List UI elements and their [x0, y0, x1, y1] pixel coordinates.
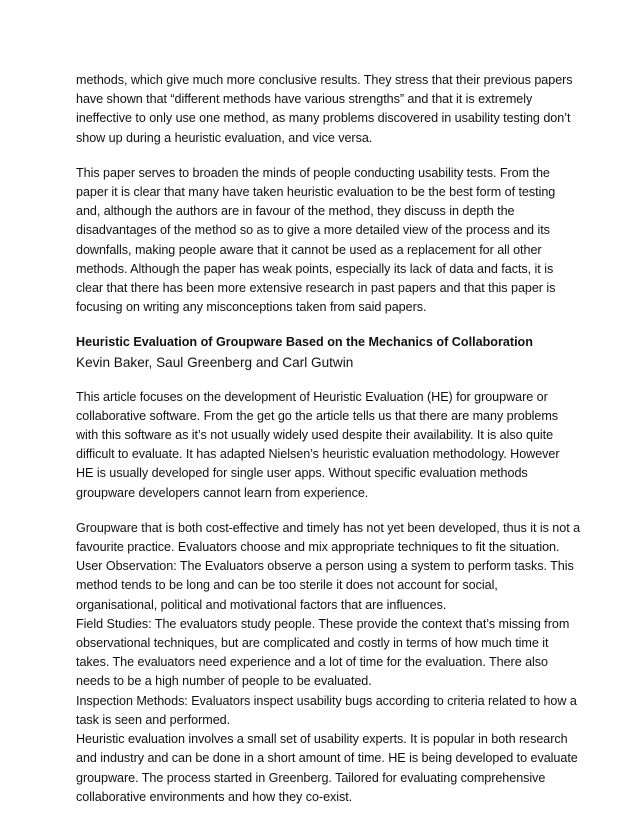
- text-line: This article focuses on the development of Heuristic Evaluation (HE) for groupware or: [76, 389, 548, 404]
- text-line: Groupware that is both cost-effective and timely has not yet been developed, thus it is not a: [76, 520, 581, 535]
- text-line: have shown that “different methods have various strengths” and that it is extremely: [76, 92, 533, 107]
- text-line: HE is usually developed for single user apps. Without specific evaluation methods: [76, 466, 528, 481]
- text-line: methods, which give much more conclusive results. They stress that their previous papers: [76, 73, 573, 87]
- text-line: disadvantages of the method so as to give a more detailed view of the process and its: [76, 223, 550, 238]
- text-line: method tends to be long and can be too sterile it does not account for social,: [76, 578, 498, 593]
- text-line: paper it is clear that many have taken heuristic evaluation to be the best form of testing: [76, 185, 556, 200]
- text-line: show up during a heuristic evaluation, and vice versa.: [76, 130, 373, 145]
- text-line: focusing on writing any misconceptions taken from said papers.: [76, 300, 427, 315]
- text-line: favourite practice. Evaluators choose and mix appropriate techniques to fit the situation.: [76, 540, 560, 555]
- text-line: ineffective to only use one method, as many problems discovered in usability testing don’t: [76, 111, 571, 126]
- text-line: and industry and can be done in a short amount of time. HE is being developed to evaluate: [76, 751, 578, 766]
- paragraph-paper-summary: [76, 164, 606, 318]
- text-line: groupware. The process started in Greenberg. Tailored for evaluating comprehensive: [76, 770, 546, 785]
- text-line: and, although the authors are in favour of the method, they discuss in depth the: [76, 204, 515, 219]
- paragraph-article-focus: [76, 388, 606, 503]
- text-line: groupware developers cannot learn from experience.: [76, 485, 369, 500]
- text-line: downfalls, making people aware that it cannot be used as a replacement for all other: [76, 242, 542, 257]
- text-line: User Observation: The Evaluators observe a person using a system to perform tasks. This: [76, 559, 574, 574]
- text-line: collaborative software. From the get go the article tells us that there are many problems: [76, 408, 559, 423]
- text-line: This paper serves to broaden the minds of people conducting usability tests. From the: [76, 165, 550, 180]
- text-line: takes. The evaluators need experience and a lot of time for the evaluation. There also: [76, 655, 548, 670]
- text-line: organisational, political and motivational factors that are influences.: [76, 597, 447, 612]
- text-line: with this software as it’s not usually widely used despite their availability. It is also quite: [76, 428, 554, 443]
- paragraph-methods: [76, 71, 606, 148]
- text-line: methods. Although the paper has weak points, especially its lack of data and facts, it is: [76, 261, 554, 276]
- text-line: observational techniques, but are complicated and costly in terms of how much time it: [76, 636, 549, 651]
- text-line: Inspection Methods: Evaluators inspect usability bugs according to criteria related to how a: [76, 693, 577, 708]
- text-line: needs to be a high number of people to be evaluated.: [76, 674, 372, 689]
- text-line: Field Studies: The evaluators study people. These provide the context that’s missing from: [76, 616, 570, 631]
- article-authors: Kevin Baker, Saul Greenberg and Carl Gutwin: [76, 354, 354, 370]
- text-line: collaborative environments and how they co-exist.: [76, 789, 353, 804]
- document-page: [76, 71, 606, 823]
- text-line: difficult to evaluate. It has adapted Nielsen’s heuristic evaluation methodology. However: [76, 447, 560, 462]
- text-line: clear that there has been more extensive research in past papers and that this paper is: [76, 281, 556, 296]
- text-line: Heuristic evaluation involves a small set of usability experts. It is popular in both research: [76, 732, 568, 747]
- paragraph-groupware-methods: [76, 519, 606, 807]
- text-line: task is seen and performed.: [76, 712, 231, 727]
- article-title: Heuristic Evaluation of Groupware Based on the Mechanics of Collaboration: [76, 335, 533, 350]
